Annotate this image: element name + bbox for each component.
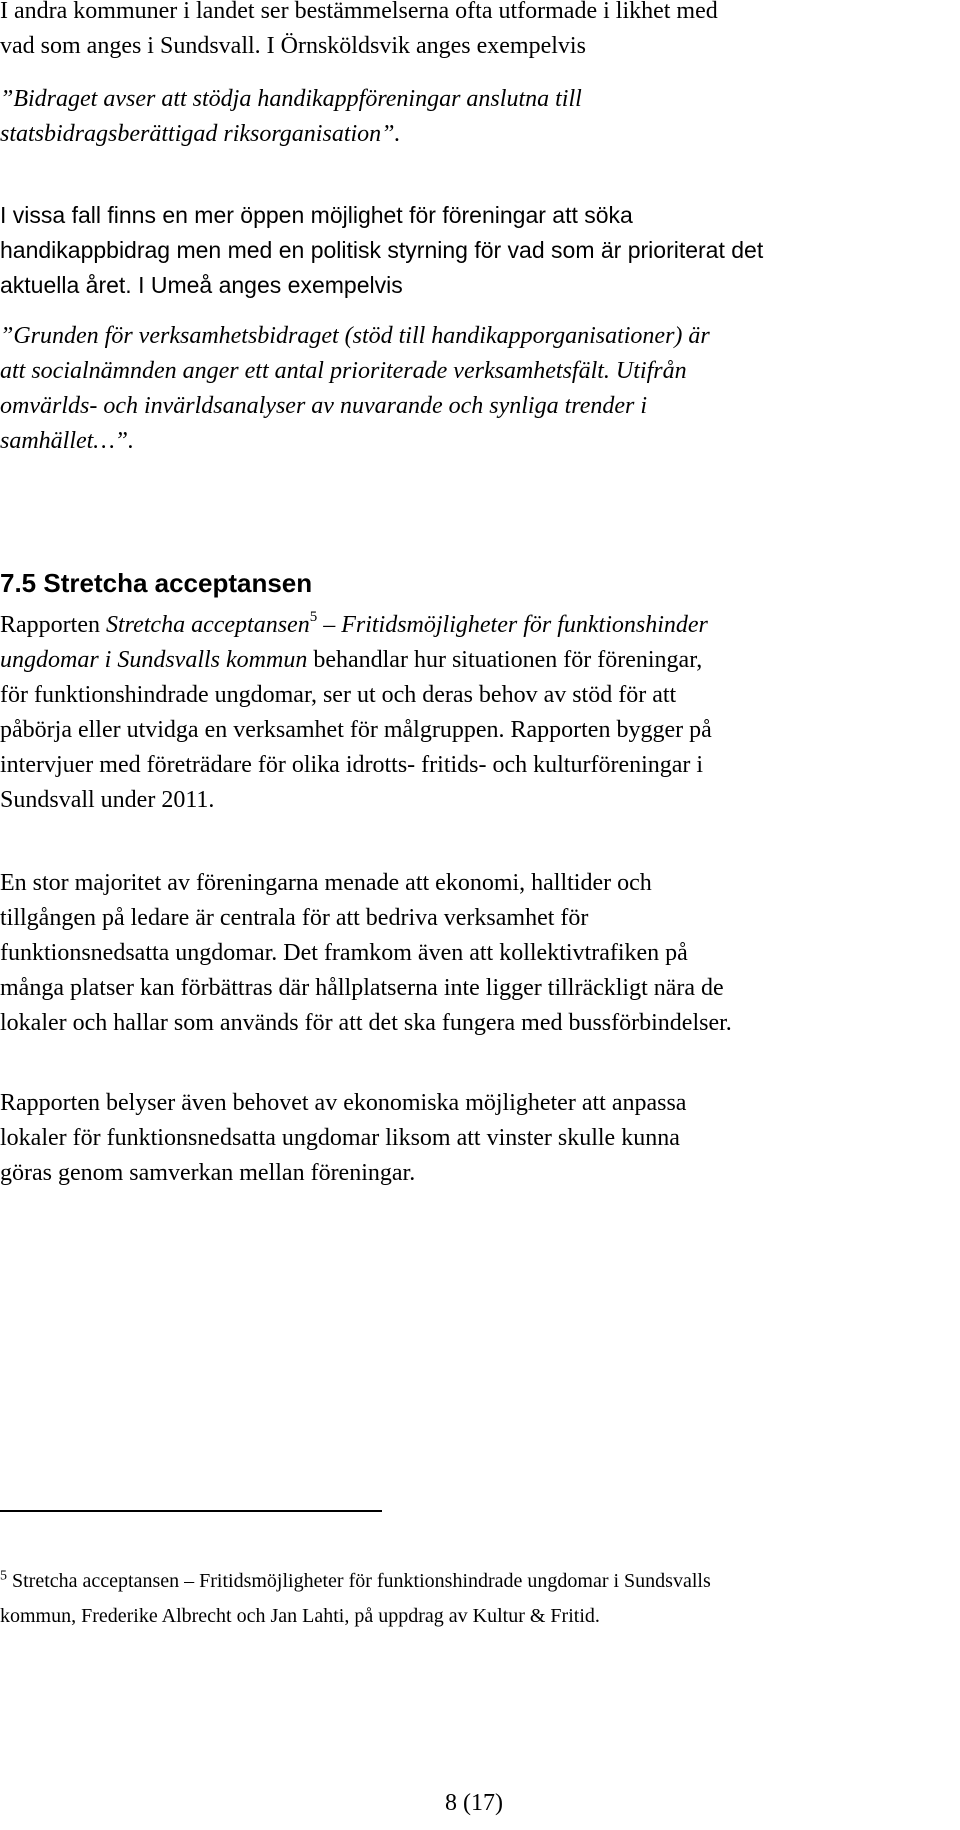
text-line: många platser kan förbättras där hållplatserna inte ligger tillräckligt nära de bbox=[0, 975, 724, 1001]
paragraph-majority bbox=[0, 866, 960, 1041]
paragraph-economic-possibilities bbox=[0, 1086, 960, 1191]
report-title: Stretcha acceptansen bbox=[105, 612, 310, 638]
footnote-number: 5 bbox=[0, 1568, 7, 1584]
text-line: ”Grunden för verksamhetsbidraget (stöd till handikapporganisationer) är bbox=[0, 323, 710, 349]
text-line: lokaler för funktionsnedsatta ungdomar liksom att vinster skulle kunna bbox=[0, 1125, 680, 1151]
quote-ornskoldsvik bbox=[0, 82, 960, 152]
text-line: göras genom samverkan mellan föreningar. bbox=[0, 1160, 416, 1186]
footnote-divider bbox=[0, 1510, 382, 1512]
text-segment: behandlar hur situationen för föreningar, bbox=[307, 647, 703, 673]
text-line: I andra kommuner i landet ser bestämmelserna ofta utformade i likhet med bbox=[0, 0, 718, 24]
text-segment: Rapporten bbox=[0, 612, 106, 638]
text-line: lokaler och hallar som används för att det ska fungera med bussförbindelser. bbox=[0, 1010, 732, 1036]
text-line: tillgången på ledare är centrala för att bedriva verksamhet för bbox=[0, 905, 589, 931]
text-line: aktuella året. I Umeå anges exempelvis bbox=[0, 272, 403, 298]
report-subtitle: – Fritidsmöjligheter för funktionshinder bbox=[317, 612, 708, 638]
text-line: handikappbidrag men med en politisk styrning för vad som är prioriterat det bbox=[0, 237, 764, 263]
text-line: samhället…”. bbox=[0, 428, 135, 454]
report-subtitle-cont: ungdomar i Sundsvalls kommun bbox=[0, 647, 308, 673]
text-line: att socialnämnden anger ett antal prioriterade verksamhetsfält. Utifrån bbox=[0, 358, 687, 384]
text-line: I vissa fall finns en mer öppen möjlighet för föreningar att söka bbox=[0, 202, 633, 228]
text-line: Rapporten belyser även behovet av ekonomiska möjligheter att anpassa bbox=[0, 1090, 687, 1116]
text-line: för funktionshindrade ungdomar, ser ut och deras behov av stöd för att bbox=[0, 682, 677, 708]
text-line: omvärlds- och invärldsanalyser av nuvarande och synliga trender i bbox=[0, 393, 648, 419]
paragraph-political-steering bbox=[0, 198, 960, 303]
text-line: Sundsvall under 2011. bbox=[0, 787, 215, 813]
text-line: En stor majoritet av föreningarna menade att ekonomi, halltider och bbox=[0, 870, 652, 896]
text-line: statsbidragsberättigad riksorganisation”. bbox=[0, 121, 401, 147]
text-line: intervjuer med företrädare för olika idrotts- fritids- och kulturföreningar i bbox=[0, 752, 704, 778]
text-segment: Stretcha acceptansen – Fritidsmöjligheter för funktionshindrade ungdomar i Sundsvalls bbox=[7, 1570, 711, 1592]
text-line: vad som anges i Sundsvall. I Örnsköldsvik anges exempelvis bbox=[0, 33, 586, 59]
footnote bbox=[0, 1564, 960, 1634]
page-number: 8 (17) bbox=[445, 1790, 503, 1816]
text-line: påbörja eller utvidga en verksamhet för målgruppen. Rapporten bygger på bbox=[0, 717, 712, 743]
text-line: funktionsnedsatta ungdomar. Det framkom även att kollektivtrafiken på bbox=[0, 940, 688, 966]
section-heading: 7.5 Stretcha acceptansen bbox=[0, 568, 313, 598]
text-line: kommun, Frederike Albrecht och Jan Lahti, på uppdrag av Kultur & Fritid. bbox=[0, 1605, 600, 1627]
paragraph-report-intro bbox=[0, 608, 960, 818]
footnote-reference[interactable]: 5 bbox=[309, 609, 318, 625]
text-line: ”Bidraget avser att stödja handikappföreningar anslutna till bbox=[0, 86, 582, 112]
quote-umea bbox=[0, 319, 960, 459]
paragraph-intro bbox=[0, 0, 960, 64]
